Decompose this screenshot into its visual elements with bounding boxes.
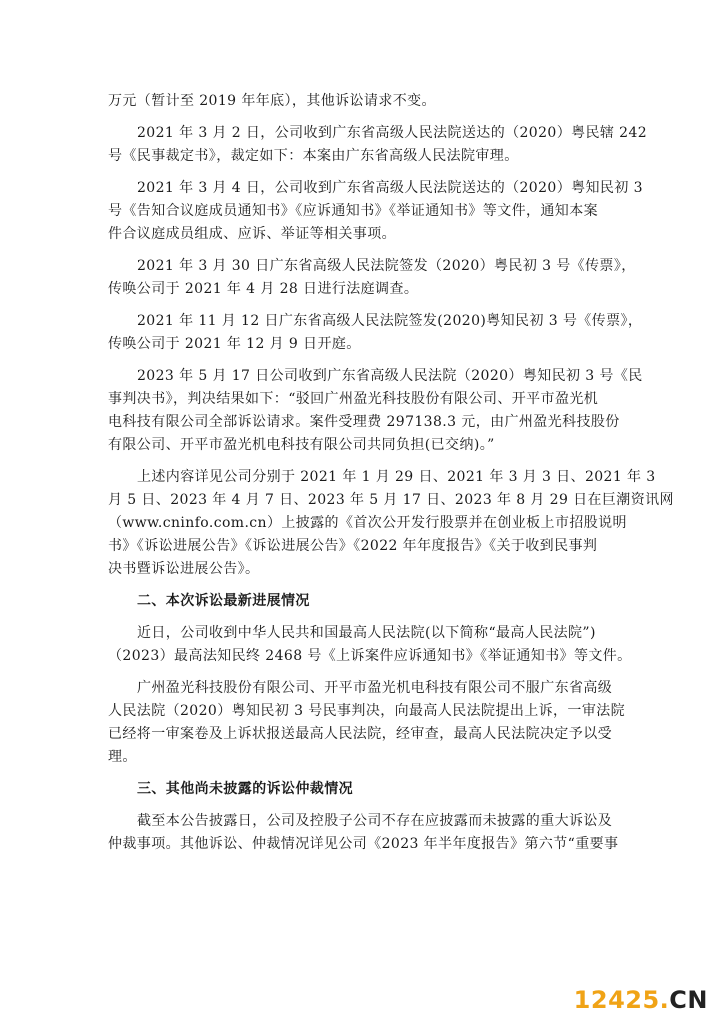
text-line: 近日，公司收到中华人民共和国最高人民法院(以下简称“最高人民法院”)	[137, 625, 596, 641]
watermark-dot: .	[659, 986, 670, 1014]
text-line: （2023）最高法知民终 2468 号《上诉案件应诉通知书》《举证通知书》等文件。	[108, 648, 632, 664]
text-line: 人民法院（2020）粤知民初 3 号民事判决，向最高人民法院提出上诉，一审法院	[108, 703, 626, 719]
text-line: 2023 年 5 月 17 日公司收到广东省高级人民法院（2020）粤知民初 3 号《民	[137, 368, 643, 384]
text-line: 决书暨诉讼进展公告》。	[108, 561, 260, 577]
text-line: 传唤公司于 2021 年 12 月 9 日开庭。	[108, 336, 361, 352]
text-line: 有限公司、开平市盈光机电科技有限公司共同负担(已交纳)。”	[108, 437, 495, 453]
section-heading: 三、其他尚未披露的诉讼仲裁情况	[137, 781, 353, 797]
watermark-number: 12425	[573, 986, 660, 1014]
paragraph-summons-2	[108, 310, 643, 356]
text-line: 事判决书》，判决结果如下：“驳回广州盈光科技股份有限公司、开平市盈光机	[108, 391, 599, 407]
document-body	[108, 90, 674, 856]
text-line: 广州盈光科技股份有限公司、开平市盈光机电科技有限公司不服广东省高级	[137, 680, 613, 696]
text-line: 2021 年 11 月 12 日广东省高级人民法院签发(2020)粤知民初 3 号《传票》，	[137, 313, 643, 329]
paragraph-notice-documents	[108, 177, 643, 246]
text-line: 理。	[108, 749, 137, 765]
text-line: 传唤公司于 2021 年 4 月 28 日进行法庭调查。	[108, 281, 419, 297]
text-line: （www.cninfo.com.cn）上披露的《首次公开发行股票并在创业板上市招股说明	[108, 515, 627, 531]
paragraph-judgment	[108, 365, 643, 457]
text-line: 万元（暂计至 2019 年年底），其他诉讼请求不变。	[108, 93, 436, 109]
paragraph-continuation	[108, 90, 614, 113]
paragraph-ruling-jurisdiction	[108, 122, 648, 168]
text-line: 仲裁事项。其他诉讼、仲裁情况详见公司《2023 年半年度报告》第六节“重要事	[108, 836, 619, 852]
section-heading: 二、本次诉讼最新进展情况	[137, 593, 310, 609]
text-line: 号《告知合议庭成员通知书》《应诉通知书》《举证通知书》等文件，通知本案	[108, 203, 598, 219]
text-line: 已经将一审案卷及上诉状报送最高人民法院，经审查，最高人民法院决定予以受	[108, 726, 612, 742]
paragraph-appeal	[108, 677, 626, 769]
paragraph-no-undisclosed-litigation	[108, 810, 619, 856]
text-line: 2021 年 3 月 30 日广东省高级人民法院签发（2020）粤民初 3 号《传票》，	[137, 258, 636, 274]
text-line: 月 5 日、2023 年 4 月 7 日、2023 年 5 月 17 日、2023 年 8 月 29 日在巨潮资讯网	[108, 492, 674, 508]
paragraph-disclosure-references	[108, 466, 674, 581]
section-heading-undisclosed	[108, 778, 614, 801]
text-line: 件合议庭成员组成、应诉、举证等相关事项。	[108, 226, 396, 242]
text-line: 2021 年 3 月 4 日，公司收到广东省高级人民法院送达的（2020）粤知民初 3	[137, 180, 643, 196]
text-line: 上述内容详见公司分别于 2021 年 1 月 29 日、2021 年 3 月 3 日、2021 年 3	[137, 469, 656, 485]
text-line: 2021 年 3 月 2 日，公司收到广东省高级人民法院送达的（2020）粤民辖 242	[137, 125, 648, 141]
paragraph-supreme-court-notice	[108, 622, 632, 668]
site-watermark-logo	[574, 986, 708, 1014]
text-line: 电科技有限公司全部诉讼请求。案件受理费 297138.3 元，由广州盈光科技股份	[108, 414, 620, 430]
paragraph-summons-1	[108, 255, 636, 301]
watermark-suffix: CN	[669, 986, 708, 1014]
text-line: 截至本公告披露日，公司及控股子公司不存在应披露而未披露的重大诉讼及	[137, 813, 613, 829]
section-heading-latest-progress	[108, 590, 614, 613]
text-line: 号《民事裁定书》，裁定如下：本案由广东省高级人民法院审理。	[108, 148, 519, 164]
text-line: 书》《诉讼进展公告》《诉讼进展公告》《2022 年年度报告》《关于收到民事判	[108, 538, 598, 554]
